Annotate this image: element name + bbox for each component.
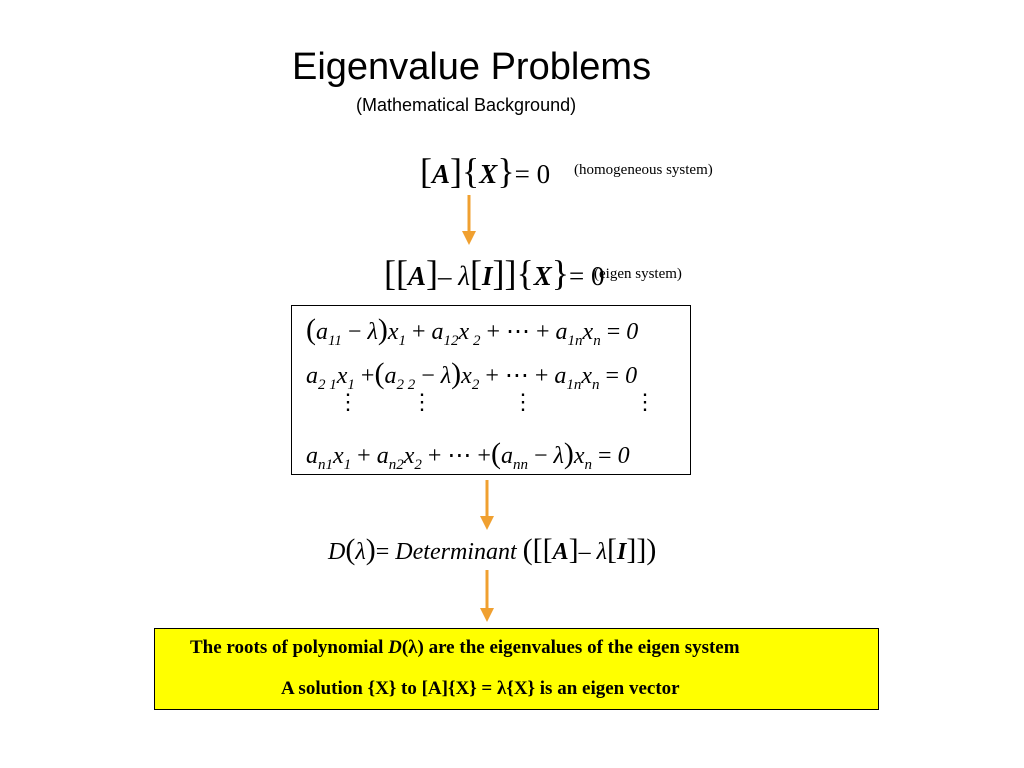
vector-x-symbol: X bbox=[479, 159, 498, 189]
vector-x-symbol: X bbox=[533, 261, 552, 291]
page-subtitle: (Mathematical Background) bbox=[356, 95, 577, 115]
d-symbol: D bbox=[328, 539, 346, 565]
homogeneous-note: (homogeneous system) bbox=[574, 162, 713, 178]
determinant-word: Determinant bbox=[395, 539, 517, 565]
rhs-zero: 0 bbox=[617, 443, 630, 469]
equals-zero: = 0 bbox=[514, 159, 551, 189]
minus-lambda: – λ bbox=[438, 261, 470, 291]
vdots-1: ⋮ bbox=[337, 389, 359, 414]
vdots-2: ⋮ bbox=[411, 389, 433, 414]
conclusion-line-2: A solution {X} to [A]{X} = λ{X} is an eigen vector bbox=[281, 678, 680, 699]
page-title: Eigenvalue Problems bbox=[292, 46, 652, 88]
equals-zero: = 0 bbox=[569, 261, 605, 291]
arrow-3 bbox=[480, 570, 494, 622]
determinant-equation: D(λ)= Determinant ([[A]– λ[I]]) bbox=[328, 533, 657, 566]
eigen-note: (eigen system) bbox=[594, 266, 682, 282]
conclusion-line-1: The roots of polynomial D(λ) are the eigenvalues of the eigen system bbox=[190, 637, 740, 658]
homogeneous-equation: [A]{X}= 0 bbox=[420, 151, 551, 191]
identity-symbol: I bbox=[481, 261, 493, 291]
matrix-a-symbol: A bbox=[407, 261, 426, 291]
vdots-3: ⋮ bbox=[512, 389, 534, 414]
arrow-2 bbox=[480, 480, 494, 530]
system-row-1: $(a_{11} - \lambda)x_1 + a_{12}x$ $_2$ + ⋯ + $a_{1n}x_n = 0$ bbox=[306, 313, 639, 349]
rhs-zero: 0 bbox=[626, 319, 639, 345]
matrix-a-symbol: A bbox=[432, 159, 451, 189]
system-row-2: $a_{2 1}x_1 +(a_{2 2} - \lambda)x_2$ + ⋯ + $a_{1n}x_n = 0$ bbox=[306, 357, 638, 393]
rhs-zero: 0 bbox=[625, 363, 638, 389]
system-row-n: $a_{n1}x_1 + a_{n2}x_2$ + ⋯ $+(a_{nn} - \lambda)x_n = 0$ bbox=[306, 437, 630, 473]
arrow-1 bbox=[462, 195, 476, 245]
eigen-equation: [[A]– λ[I]]{X}= 0 bbox=[384, 253, 605, 293]
vdots-4: ⋮ bbox=[634, 389, 656, 414]
